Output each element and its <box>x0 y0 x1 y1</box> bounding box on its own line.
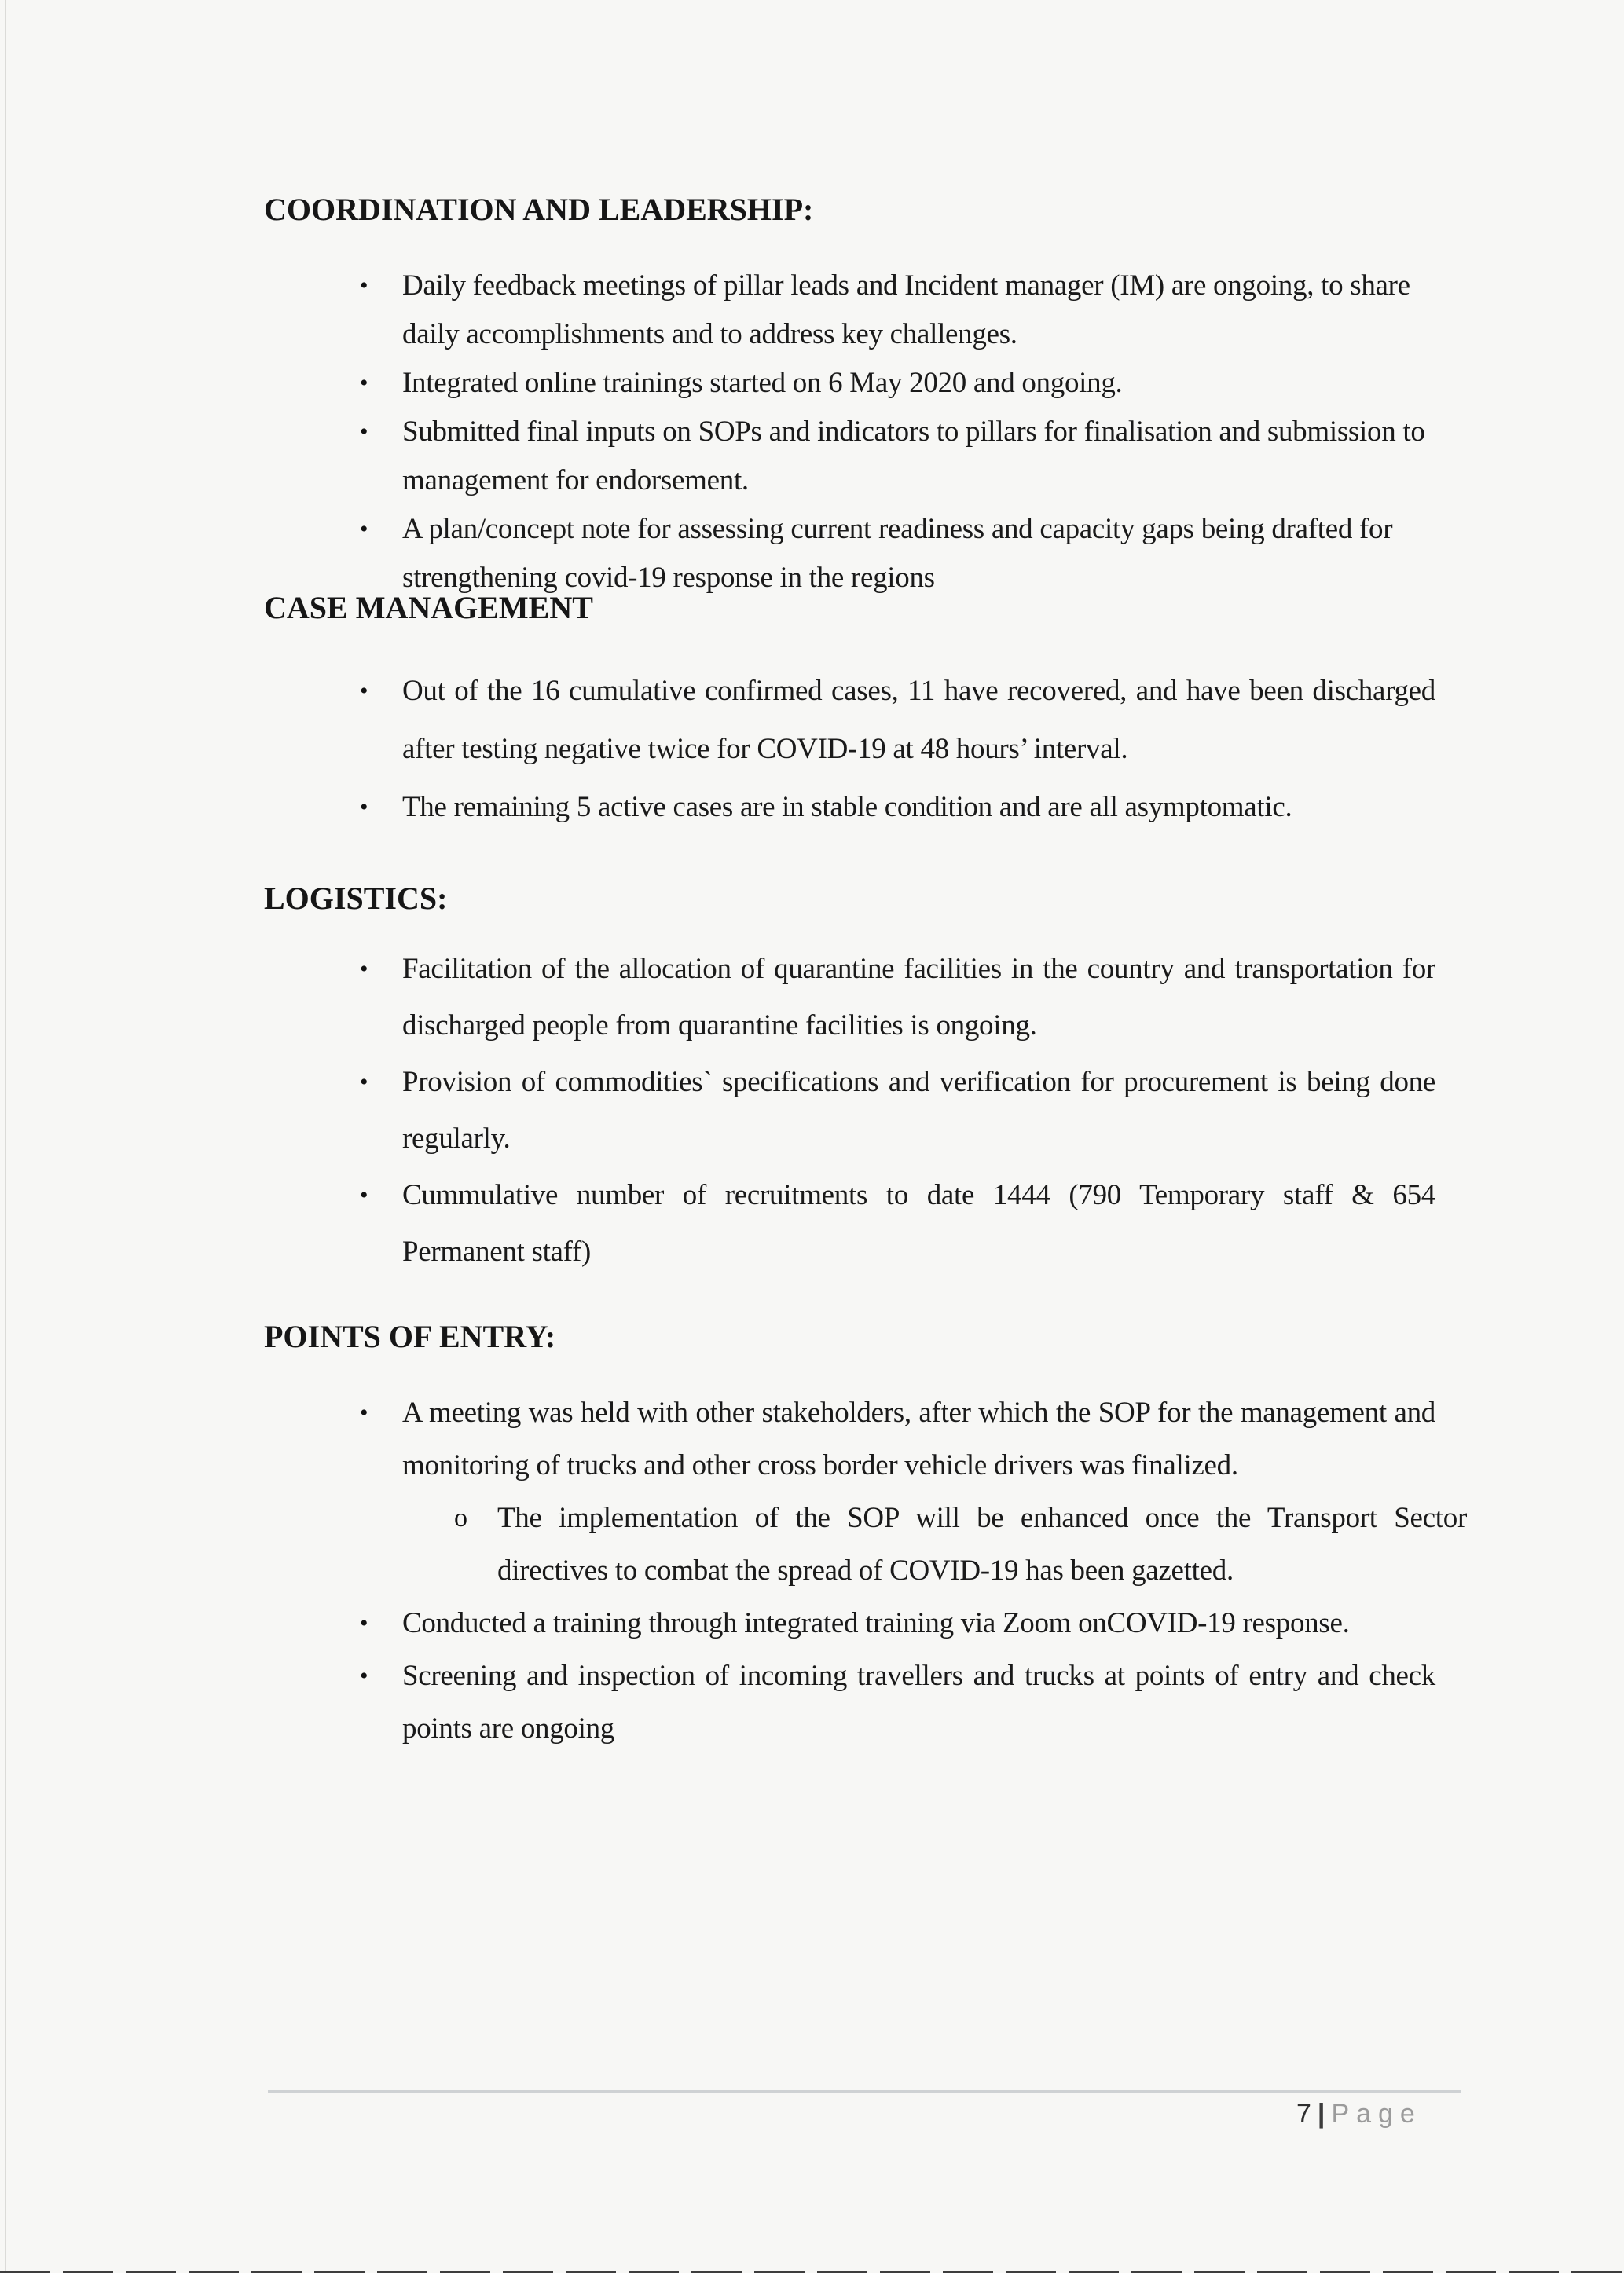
bullet-icon: • <box>360 516 368 542</box>
bullet-icon: • <box>360 370 368 396</box>
section-heading: CASE MANAGEMENT <box>264 590 593 625</box>
bullet-icon: • <box>360 1400 368 1426</box>
bullet-icon: • <box>360 273 368 298</box>
section-heading: LOGISTICS: <box>264 881 448 916</box>
section-case-management <box>264 589 1435 837</box>
list-item <box>264 1597 1435 1650</box>
list-item-text: Facilitation of the allocation of quarantine facilities in the country and transportation for discharged people from quarantine facilities is ongoing. <box>402 953 1435 1042</box>
list-item <box>264 262 1435 359</box>
bullet-list <box>264 941 1435 1280</box>
page-number: 7 <box>1296 2099 1313 2129</box>
list-item <box>264 359 1435 408</box>
list-item <box>264 408 1435 505</box>
sub-list-item <box>264 1492 1467 1597</box>
list-item <box>264 505 1435 602</box>
list-item-text: A meeting was held with other stakeholders, after which the SOP for the management and monitoring of trucks and other cross border vehicle drivers was finalized. <box>402 1397 1435 1481</box>
page-footer <box>1296 2098 1422 2129</box>
scan-left-edge-line <box>5 0 6 2273</box>
footer-divider <box>268 2090 1461 2093</box>
bullet-icon: • <box>360 1182 368 1208</box>
list-item <box>264 1650 1435 1755</box>
list-item <box>264 662 1435 778</box>
list-item <box>264 778 1435 837</box>
list-item-text: Integrated online trainings started on 6 May 2020 and ongoing. <box>402 367 1123 399</box>
bullet-list <box>264 1386 1467 1755</box>
bullet-list <box>264 662 1435 837</box>
list-item-text: Screening and inspection of incoming travellers and trucks at points of entry and check points are ongoing <box>402 1660 1435 1745</box>
bullet-icon: • <box>360 956 368 982</box>
list-item-text: The remaining 5 active cases are in stable condition and are all asymptomatic. <box>402 791 1292 823</box>
list-item-text: The implementation of the SOP will be enhanced once the Transport Sector directives to combat the spread of COVID-19 has been gazetted. <box>497 1502 1467 1587</box>
list-item-text: A plan/concept note for assessing current readiness and capacity gaps being drafted for strengthening covid-19 response in the regions <box>402 513 1393 594</box>
section-logistics <box>264 880 1435 1280</box>
list-item-text: Cummulative number of recruitments to date 1444 (790 Temporary staff & 654 Permanent staff) <box>402 1179 1435 1268</box>
section-heading: POINTS OF ENTRY: <box>264 1319 556 1354</box>
bullet-icon: • <box>360 678 368 704</box>
list-item <box>264 1386 1435 1492</box>
list-item-text: Conducted a training through integrated training via Zoom onCOVID-19 response. <box>402 1607 1350 1639</box>
scan-bottom-edge-line <box>0 2271 1624 2273</box>
list-item-text: Submitted final inputs on SOPs and indicators to pillars for finalisation and submission to management for endorsement. <box>402 416 1425 496</box>
bullet-icon: • <box>360 1069 368 1095</box>
list-item-text: Daily feedback meetings of pillar leads and Incident manager (IM) are ongoing, to share daily accomplishments and to address key challenges. <box>402 269 1410 350</box>
list-item-text: Out of the 16 cumulative confirmed cases, 11 have recovered, and have been discharged after testing negative twice for COVID-19 at 48 hours’ interval. <box>402 675 1435 765</box>
list-item <box>264 1167 1435 1280</box>
footer-separator: | <box>1317 2099 1325 2129</box>
bullet-list <box>264 262 1435 602</box>
sub-bullet-icon: o <box>454 1503 467 1532</box>
bullet-icon: • <box>360 419 368 445</box>
list-item-text: Provision of commodities` specifications and verification for procurement is being done regularly. <box>402 1066 1435 1155</box>
bullet-icon: • <box>360 1663 368 1689</box>
list-item <box>264 941 1435 1054</box>
section-heading: COORDINATION AND LEADERSHIP: <box>264 192 814 227</box>
section-points-of-entry <box>264 1318 1467 1755</box>
list-item <box>264 1054 1435 1167</box>
bullet-icon: • <box>360 1610 368 1636</box>
section-coordination-and-leadership <box>264 191 1435 602</box>
bullet-icon: • <box>360 794 368 820</box>
footer-page-label: Page <box>1331 2099 1422 2129</box>
